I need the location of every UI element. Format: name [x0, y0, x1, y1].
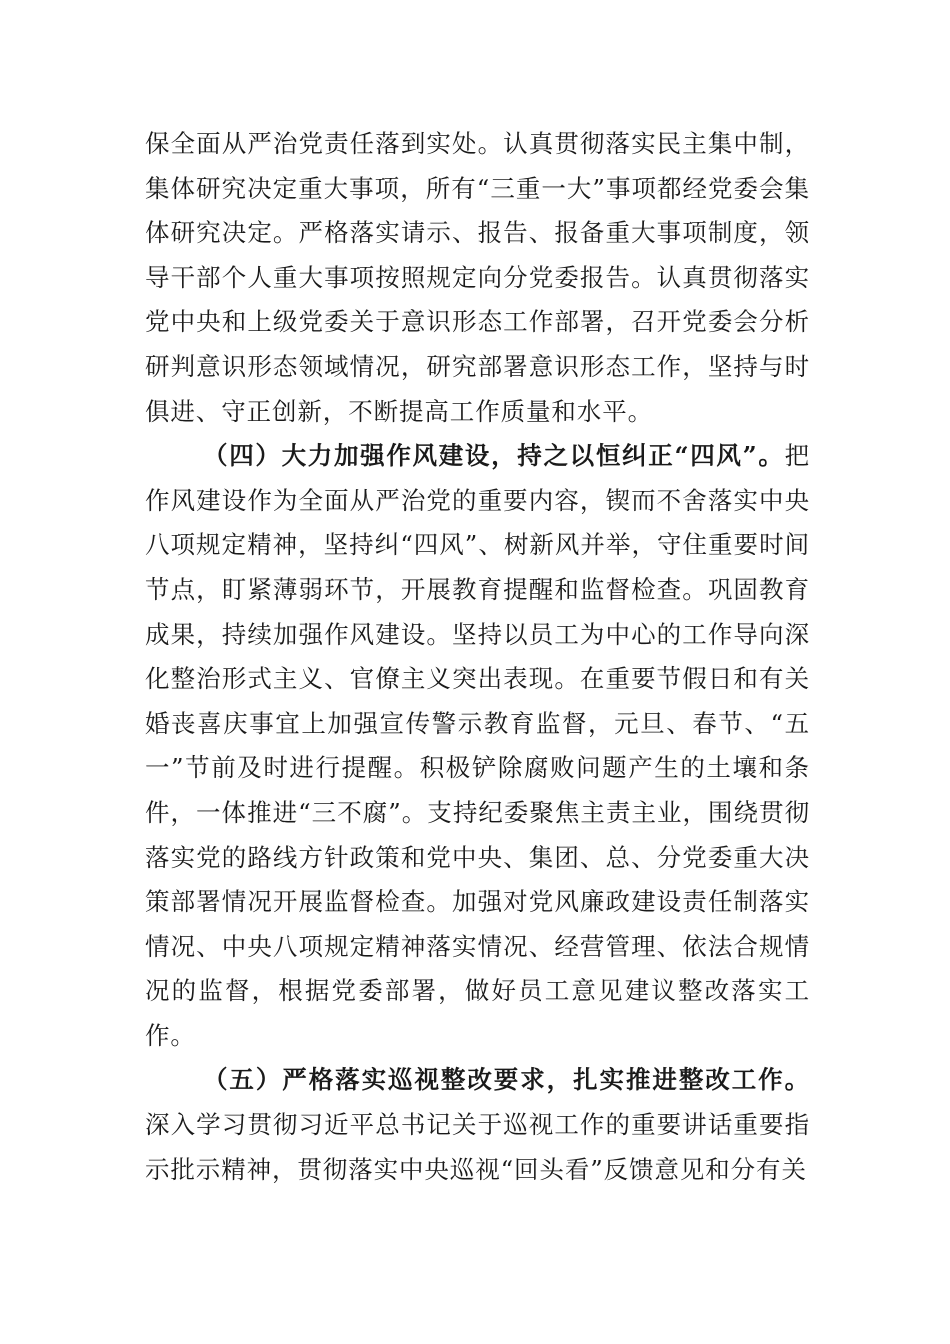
paragraph-text: 保全面从严治党责任落到实处。认真贯彻落实民主集中制，集体研究决定重大事项，所有“三重一大”事项都经党委会集体研究决定。严格落实请示、报告、报备重大事项制度，领导干部个人重大事项按照规定向分党委报告。认真贯彻落实党中央和上级党委关于意识形态工作部署，召开党委会分析研判意识形态领域情况，研究部署意识形态工作，坚持与时俱进、守正创新，不断提高工作质量和水平。 [145, 129, 810, 426]
paragraph-continuation [145, 122, 810, 434]
document-body [145, 122, 810, 1192]
section-five-heading: （五）严格落实巡视整改要求，扎实推进整改工作。 [203, 1065, 810, 1095]
section-four-body: 把作风建设作为全面从严治党的重要内容，锲而不舍落实中央八项规定精神，坚持纠“四风”、树新风并举，守住重要时间节点，盯紧薄弱环节，开展教育提醒和监督检查。巩固教育成果，持续加强作风建设。坚持以员工为中心的工作导向深化整治形式主义、官僚主义突出表现。在重要节假日和有关婚丧喜庆事宜上加强宣传警示教育监督，元旦、春节、“五一”节前及时进行提醒。积极铲除腐败问题产生的土壤和条件，一体推进“三不腐”。支持纪委聚焦主责主业，围绕贯彻落实党的路线方针政策和党中央、集团、总、分党委重大决策部署情况开展监督检查。加强对党风廉政建设责任制落实情况、中央八项规定精神落实情况、经营管理、依法合规情况的监督，根据党委部署，做好员工意见建议整改落实工作。 [145, 441, 810, 1050]
section-four-heading: （四）大力加强作风建设，持之以恒纠正“四风”。 [203, 441, 785, 471]
paragraph-section-four [145, 434, 810, 1058]
section-five-body: 深入学习贯彻习近平总书记关于巡视工作的重要讲话重要指示批示精神，贯彻落实中央巡视“回头看”反馈意见和分有关 [145, 1110, 810, 1184]
paragraph-section-five [145, 1058, 810, 1192]
